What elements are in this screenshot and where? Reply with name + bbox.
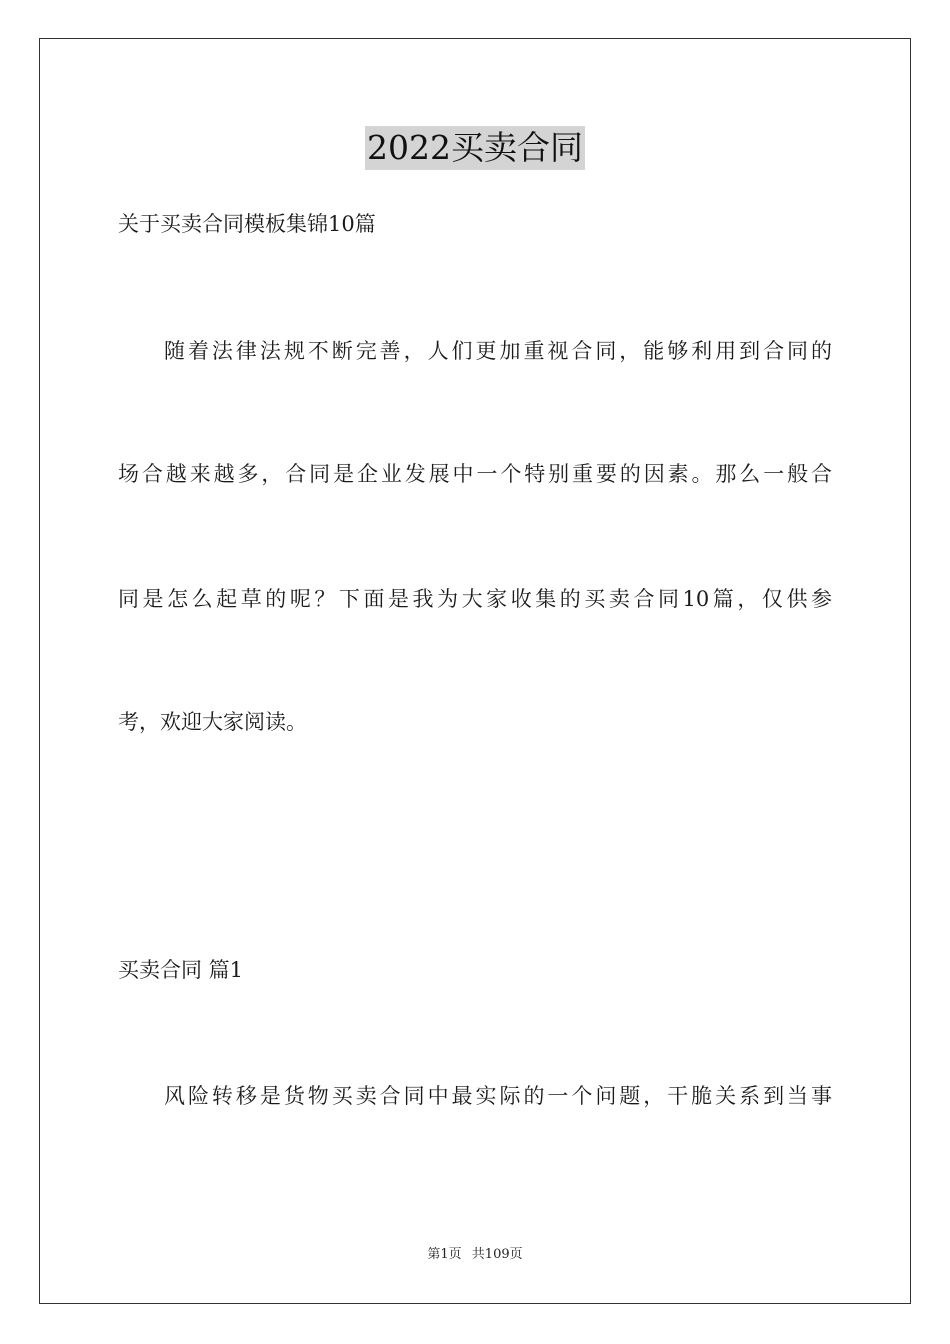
page-footer xyxy=(0,1246,950,1264)
page-number: 第1页 xyxy=(427,1247,462,1262)
intro-paragraph-line-3: 同是怎么起草的呢？下面是我为大家收集的买卖合同10篇，仅供参 xyxy=(118,587,832,611)
total-pages: 共109页 xyxy=(471,1247,523,1262)
section-paragraph-line-1: 风险转移是货物买卖合同中最实际的一个问题，干脆关系到当事 xyxy=(164,1084,832,1108)
intro-paragraph-line-2: 场合越来越多，合同是企业发展中一个特别重要的因素。那么一般合 xyxy=(118,462,832,486)
title-container xyxy=(0,126,950,170)
intro-paragraph-line-4: 考，欢迎大家阅读。 xyxy=(118,710,307,734)
document-title: 2022买卖合同 xyxy=(365,126,585,170)
document-subtitle: 关于买卖合同模板集锦10篇 xyxy=(118,212,376,236)
section-heading: 买卖合同 篇1 xyxy=(118,958,244,982)
intro-paragraph-line-1: 随着法律法规不断完善，人们更加重视合同，能够利用到合同的 xyxy=(164,339,832,363)
